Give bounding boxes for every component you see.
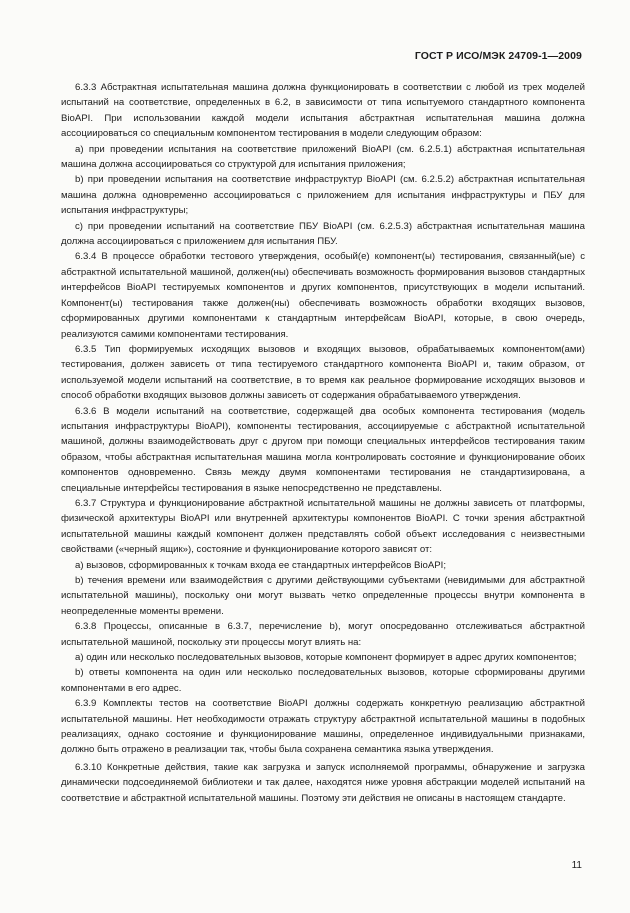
list-item-a: а) вызовов, сформированных к точкам входа ее стандартных интерфейсов BioAPI; [75,559,446,571]
clause-6-3-9: 6.3.9 Комплекты тестов на соответствие BioAPI должны содержать конкретную реализацию абстрактной испытательной машины. Нет необходимости отражать структуру абстрактной испытательной машины в подобных реализациях, однако состояние и функционирование машины, определенное индивидуальными признаками, должно быть отражено в реализации так, чтобы была сохранена семантика языка утверждения. [61,698,585,756]
page-number: 11 [571,860,582,871]
list-item-a: а) один или несколько последовательных вызовов, которые компонент формирует в адрес других компонентов; [75,652,577,664]
list-item-a: а) при проведении испытания на соответствие приложений BioAPI (см. 6.2.5.1) абстрактная испытательная машина должна ассоциироваться со структурой для испытания приложения; [61,143,585,171]
list-item-b: b) ответы компонента на один или несколько последовательных вызовов, которые сформированы другими компонентами в его адрес. [61,667,585,694]
clause-6-3-7: 6.3.7 Структура и функционирование абстрактной испытательной машины не должны зависеть от платформы, физической архитектуры BioAPI или внутренней архитектуры компонентов BioAPI. С точки зрения абстрактной испытательной машины каждый компонент должен представлять собой объект исследования с неизвестными свойствами («черный ящик»), состояние и функционирование которого зависят от: [61,497,585,556]
clause-6-3-10: 6.3.10 Конкретные действия, такие как загрузка и запуск исполняемой программы, обнаружение и загрузка динамически подсоединяемой библиотеки и так далее, находятся ниже уровня абстракции моделей испытаний на соответствие и абстрактной испытательной машины. Поэтому эти действия не описаны в настоящем стандарте. [61,761,585,804]
list-item-c: с) при проведении испытаний на соответствие ПБУ BioAPI (см. 6.2.5.3) абстрактная испытательная машина должна ассоциироваться с приложением для испытания ПБУ. [61,220,585,248]
clause-6-3-5: 6.3.5 Тип формируемых исходящих вызовов и входящих вызовов, обрабатываемых компонентом(ами) тестирования, должен зависеть от типа тестируемого стандартного компонента BioAPI и, таким образом, от используемой модели испытаний на соответствие, в то время как реальное формирование исходящих вызовов и способ обработки входящих вызовов должны зависеть от содержания обрабатываемого утверждения. [61,343,585,402]
clause-6-3-6: 6.3.6 В модели испытаний на соответствие, содержащей два особых компонента тестирования (модель испытания инфраструктуры BioAPI), компоненты тестирования, ассоциируемые с абстрактной испытательной машиной, должны взаимодействовать друг с другом при помощи специальных интерфейсов тестирования таким образом, чтобы абстрактная испытательная машина могла контролировать состояние и функционирование обоих компонентов одновременно. Связь между двумя компонентами тестирования не стандартизирована, а специальные интерфейсы тестирования в языке непосредственно не представлены. [61,405,585,494]
clause-6-3-8: 6.3.8 Процессы, описанные в 6.3.7, перечисление b), могут опосредованно отслеживаться абстрактной испытательной машиной, поскольку эти процессы могут влиять на: [61,621,585,648]
clause-6-3-4: 6.3.4 В процессе обработки тестового утверждения, особый(е) компонент(ы) тестирования, связанный(ые) с абстрактной испытательной машиной, должен(ны) обеспечивать возможность формирования вызовов стандартных интерфейсов BioAPI тестируемых компонентов и других компонентов, присутствующих в модели испытаний. Компонент(ы) тестирования также должен(ны) обеспечивать возможность обработки входящих вызовов, сформированных другими компонентами к стандартным интерфейсам BioAPI, которые, в свою очередь, реализуются самими компонентами тестирования. [61,251,585,340]
list-item-b: b) при проведении испытания на соответствие инфраструктур BioAPI (см. 6.2.5.2) абстрактная испытательная машина должна одновременно ассоциироваться с приложением для испытания инфраструктуры и ПБУ для испытания инфраструктуры; [61,174,585,217]
list-item-b: b) течения времени или взаимодействия с другими действующими субъектами (невидимыми для абстрактной испытательной машины), поскольку они могут вызвать четко определенные процессы внутри компонента в неопределенные моменты времени. [61,575,585,617]
document-header: ГОСТ Р ИСО/МЭК 24709-1—2009 [414,50,582,62]
clause-6-3-3: 6.3.3 Абстрактная испытательная машина должна функционировать в соответствии с любой из трех моделей испытаний на соответствие, определенных в 6.2, в зависимости от типа испытуемого стандартного компонента BioAPI. При использовании каждой модели испытания абстрактная испытательная машина должна ассоциироваться со специальным компонентом тестирования в модели следующим образом: [61,82,585,140]
document-body [61,80,585,806]
